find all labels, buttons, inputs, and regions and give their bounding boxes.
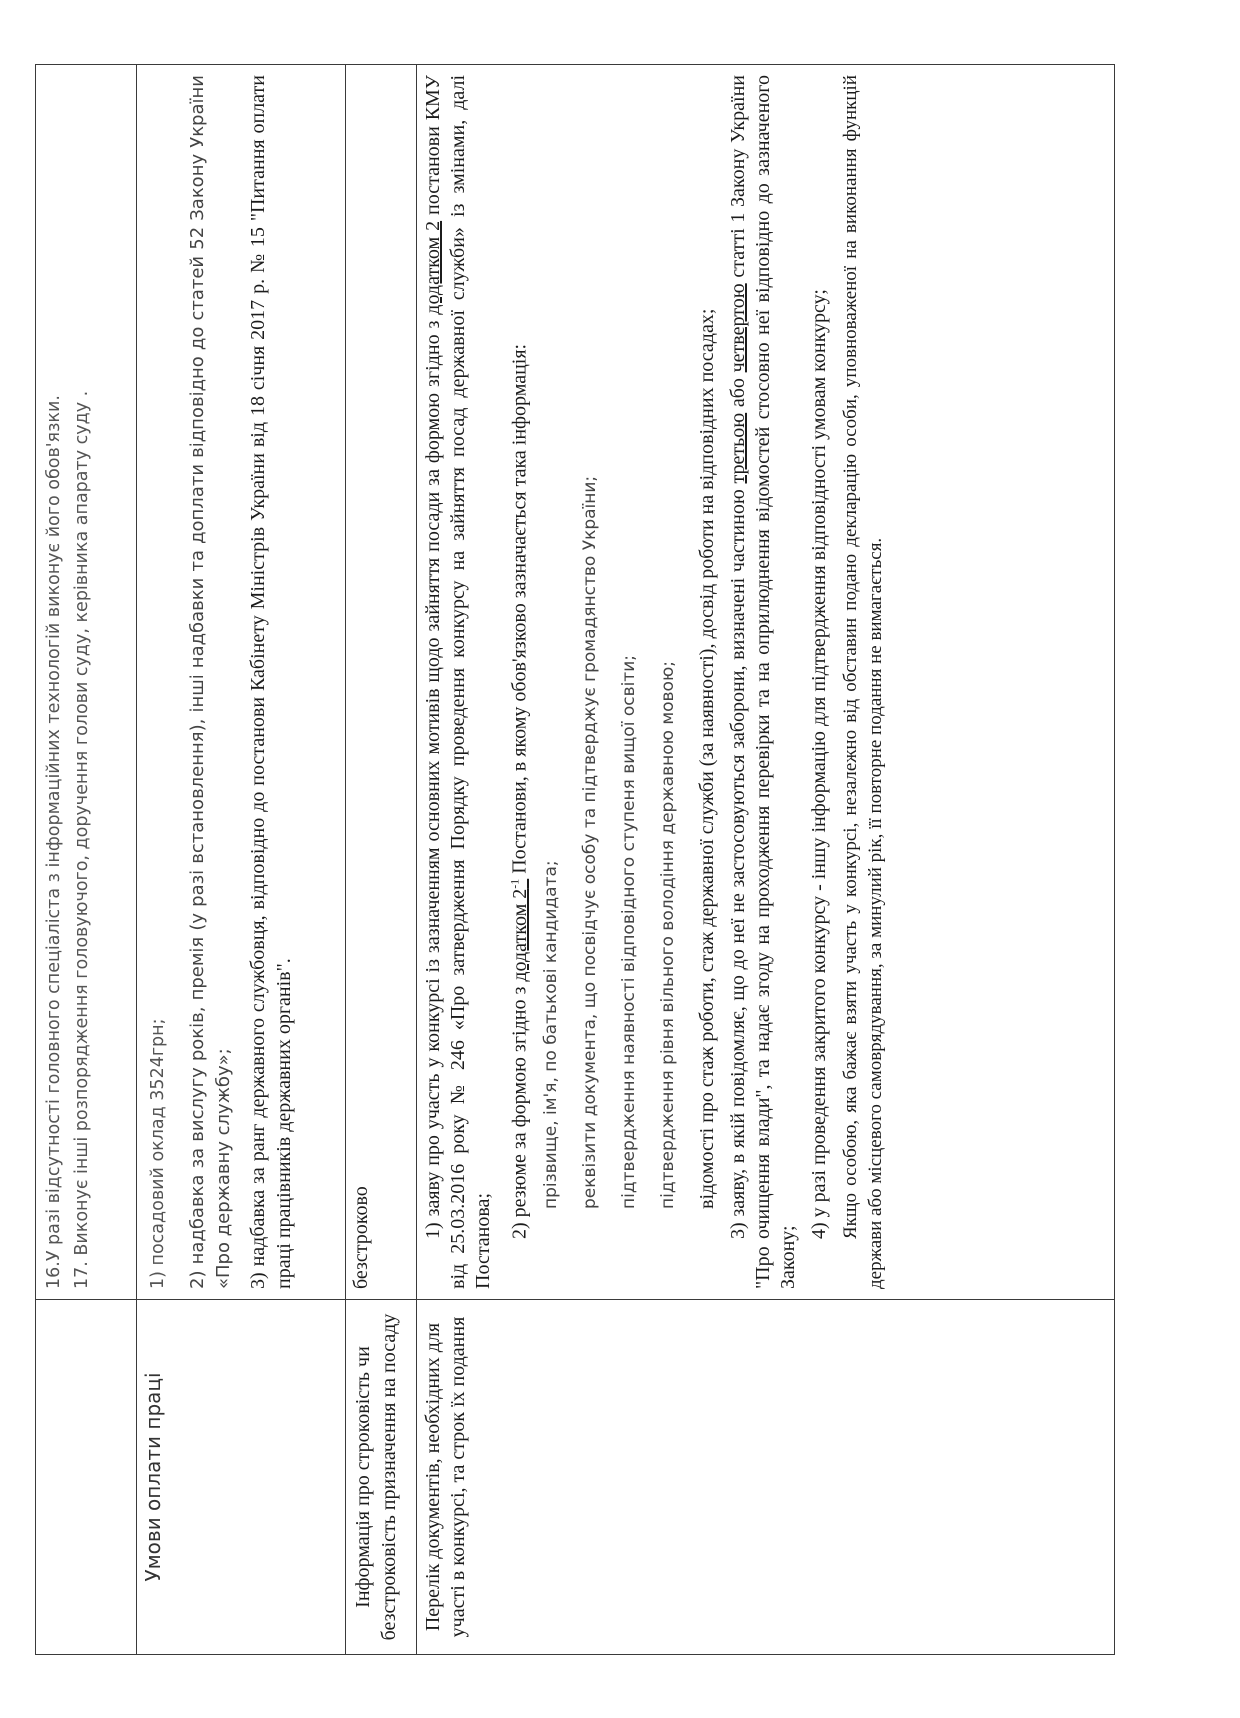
annex-2-1-link[interactable]: додатком $2^{-1}$ xyxy=(507,878,531,982)
resume-field-language: підтвердження рівня вільного володіння державною мовою; xyxy=(657,660,678,1209)
resume-field-name: прізвище, ім'я, по батькові кандидата; xyxy=(540,860,561,1209)
term-label: Інформація про строковість чи безстроковість призначення на посаду xyxy=(346,1300,417,1655)
documents-cell xyxy=(417,65,1115,1300)
doc-item-1: 1) заяву про участь у конкурсі із зазначенням основних мотивів щодо зайняття посади за формою згідно з додатком 2 постанови КМУ від 25.03.2016 року № 246 «Про затвердження Порядку проведення конкурсу на зайняття посад державної служби» із змінами, далі Постанова; xyxy=(422,74,494,1289)
resume-field-experience: відомості про стаж роботи, стаж державної служби (за наявності), досвід роботи на відповідних посадах; xyxy=(695,308,718,1209)
documents-label: Перелік документів, необхідних для участі в конкурсі, та строк їх подання xyxy=(417,1300,1115,1655)
pay-conditions-label: Умови оплати праці xyxy=(137,1300,346,1655)
resume-field-education: підтвердження наявності відповідного ступеня вищої освіти; xyxy=(618,655,639,1209)
doc-item-3: 3) заяву, в якій повідомляє, що до неї не застосовуються заборони, визначені частиною третьою або четвертою статті 1 Закону України "Про очищення влади", та надає згоду на проходження перевірки та на оприлюднення відомостей стосовно неї відповідно до зазначеного Закону; xyxy=(726,75,799,1289)
pay-conditions-cell xyxy=(137,65,346,1300)
table-row xyxy=(346,65,417,1655)
declaration-note: Якщо особою, яка бажає взяти участь у конкурсі, незалежно від обставин подано декларацію особи, уповноваженої на виконання функцій держави або місцевого самоврядування, за минулий рік, її повторне подання не вимагається. xyxy=(839,75,886,1289)
table-row xyxy=(36,65,137,1655)
pay-item-3: 3) надбавка за ранг державного службовця, відповідно до постанови Кабінету Міністрів України від 18 січня 2017 р. № 15 "Питання оплати праці працівників державних органів". xyxy=(247,75,295,1289)
annex-2-link[interactable]: додатком 2 xyxy=(422,220,444,315)
vacancy-table xyxy=(35,64,1115,1655)
table-row xyxy=(417,65,1115,1655)
doc-item-2: 2) резюме за формою згідно з додатком $2^{-1}$ Постанови, в якому обов'язково зазначається така інформація: xyxy=(507,343,531,1239)
part-4-link[interactable]: четвертою xyxy=(726,283,749,373)
resume-field-id: реквізити документа, що посвідчує особу та підтверджує громадянство України; xyxy=(579,475,600,1209)
part-3-link[interactable]: третьою xyxy=(726,412,749,484)
rotated-page xyxy=(35,65,1115,1655)
table-row xyxy=(137,65,346,1655)
term-value: безстроково xyxy=(346,65,417,1300)
doc-item-4: 4) у разі проведення закритого конкурсу - іншу інформацію для підтвердження відповідності умовам конкурсу; xyxy=(807,289,830,1239)
empty-label-cell xyxy=(36,1300,137,1655)
duties-continuation-cell xyxy=(36,65,137,1300)
duty-16: 16.У разі відсутності головного спеціаліста з інформаційних технологій виконує його обов'язки. xyxy=(44,395,64,1289)
pay-item-2: 2) надбавка за вислугу років, премія (у разі встановлення), інші надбавки та доплати відповідно до статей 52 Закону України «Про державну службу»; xyxy=(187,75,234,1289)
duty-17: 17. Виконує інші розпорядження головуючого, доручення голови суду, керівника апарату суду . xyxy=(72,390,92,1289)
pay-item-1: 1) посадовий оклад 3524грн; xyxy=(148,1018,168,1289)
